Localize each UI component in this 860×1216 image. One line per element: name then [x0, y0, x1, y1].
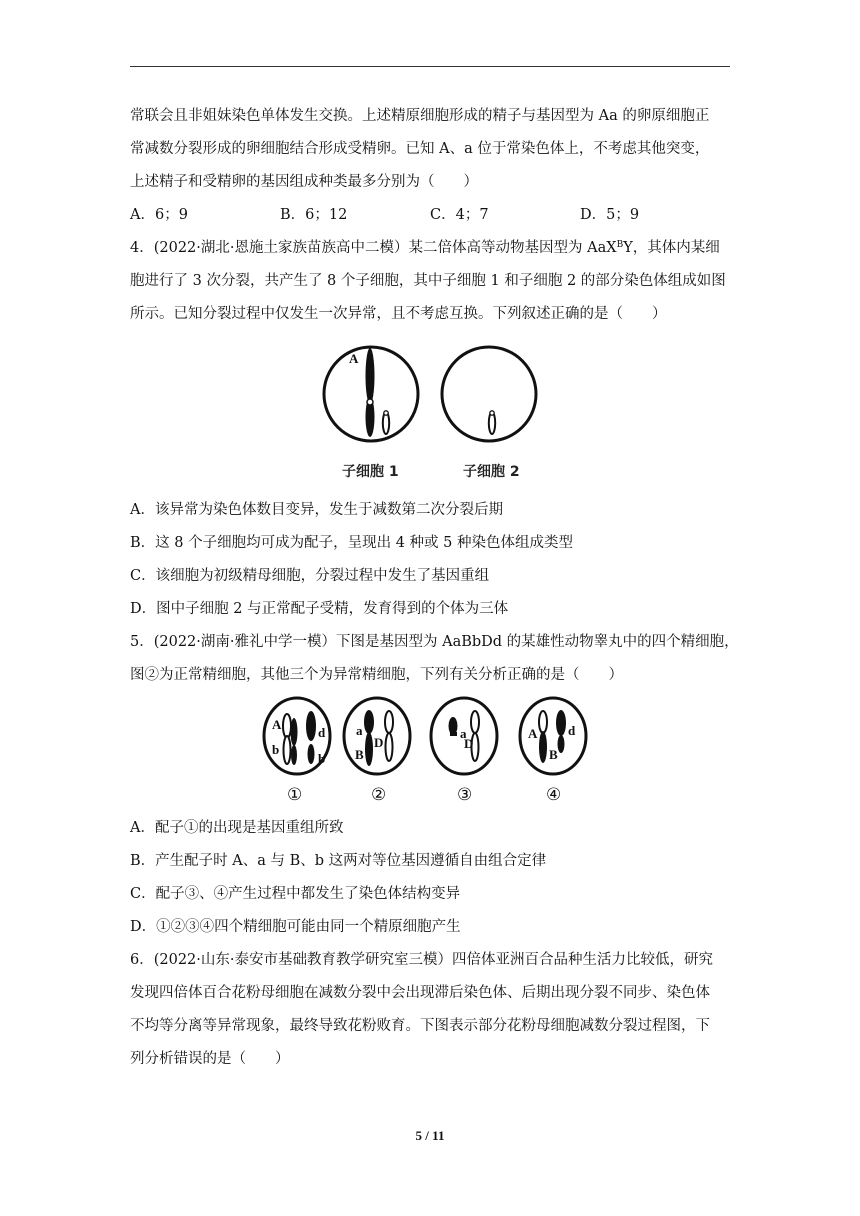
q5-stem-line2: 图②为正常精细胞，其他三个为异常精细胞，下列有关分析正确的是（ ） — [130, 667, 623, 683]
q4-option-d: D．图中子细胞 2 与正常配子受精，发育得到的个体为三体 — [130, 601, 509, 617]
gene-label: B — [549, 747, 558, 762]
q6-stem-line: 发现四倍体百合花粉母细胞在减数分裂中会出现滞后染色体、后期出现分裂不同步、染色体 — [130, 985, 710, 1001]
gene-label: b — [272, 742, 280, 757]
gene-label: b — [318, 751, 326, 766]
q3-option-d: D．5；9 — [580, 207, 640, 223]
gene-label: A — [528, 726, 538, 741]
cell-number-4: ④ — [546, 785, 562, 805]
q4-superscript: B — [616, 240, 624, 250]
centromere — [367, 399, 373, 405]
cell-number-3: ③ — [457, 785, 473, 805]
q5-option-b: B．产生配子时 A、a 与 B、b 这两对等位基因遵循自由组合定律 — [130, 853, 547, 869]
cell-number-1: ① — [287, 785, 303, 805]
q6-stem-line: 6．(2022·山东·泰安市基础教育教学研究室三模）四倍体亚洲百合品种生活力比较低，研究 — [130, 952, 713, 968]
q6-stem-line: 列分析错误的是（ ） — [130, 1051, 290, 1067]
q4-cells-drawing — [130, 331, 732, 494]
q3-text-line: 上述精子和受精卵的基因组成种类最多分别为（ ） — [130, 174, 478, 190]
q4-option-b: B．这 8 个子细胞均可成为配子，呈现出 4 种或 5 种染色体组成类型 — [130, 535, 573, 551]
q4-option-a: A．该异常为染色体数目变异，发生于减数第二次分裂后期 — [130, 502, 503, 518]
q4-option-c: C．该细胞为初级精母细胞，分裂过程中发生了基因重组 — [130, 568, 490, 584]
q3-option-a: A．6；9 — [130, 207, 188, 223]
gene-label: a — [460, 726, 467, 741]
caption-cell-1: 子细胞 1 — [342, 464, 399, 480]
cell-number-2: ② — [371, 785, 387, 805]
q4-stem-line2: 胞进行了 3 次分裂，共产生了 8 个子细胞，其中子细胞 1 和子细胞 2 的部分染色体组成如图 — [130, 273, 726, 289]
q4-figure — [130, 331, 732, 494]
gene-label: a — [356, 723, 363, 738]
gene-label: B — [355, 747, 364, 762]
q3-text-line: 常减数分裂形成的卵细胞结合形成受精卵。已知 A、a 位于常染色体上，不考虑其他突变， — [130, 141, 710, 157]
q5-option-d: D．①②③④四个精细胞可能由同一个精原细胞产生 — [130, 919, 461, 935]
q3-options — [130, 199, 732, 232]
q4-stem-text: Y，其体内某细 — [623, 240, 720, 256]
q5-option-c: C．配子③、④产生过程中都发生了染色体结构变异 — [130, 886, 461, 902]
gene-label: d — [318, 725, 326, 740]
q5-option-a: A．配子①的出现是基因重组所致 — [130, 820, 344, 836]
q5-figure — [130, 692, 732, 812]
gene-label: D — [464, 736, 474, 751]
q5-stem-line1: 5．(2022·湖南·雅礼中学一模）下图是基因型为 AaBbDd 的某雄性动物睾丸中的四个精细胞， — [130, 634, 739, 650]
chromosome-large-upper — [366, 348, 375, 404]
gene-label: d — [568, 723, 576, 738]
q4-stem-text: 4．(2022·湖北·恩施土家族苗族高中二模）某二倍体高等动物基因型为 AaX — [130, 240, 617, 256]
page-number: 5 / 11 — [415, 1128, 445, 1143]
q6-stem-line: 不均等分离等异常现象，最终导致花粉败育。下图表示部分花粉母细胞减数分裂过程图，下 — [130, 1018, 710, 1034]
gene-label: D — [374, 735, 384, 750]
q3-option-b: B．6；12 — [280, 207, 348, 223]
header-rule — [130, 66, 730, 67]
q5-sperm-cells-drawing — [130, 692, 732, 812]
caption-cell-2: 子细胞 2 — [463, 464, 520, 480]
page-content — [130, 100, 739, 1076]
gene-label-A: A — [349, 351, 359, 366]
q4-stem-line1 — [130, 232, 732, 265]
q3-option-c: C．4；7 — [430, 207, 489, 223]
gene-label: A — [272, 717, 282, 732]
q3-text-line: 常联会且非姐妹染色单体发生交换。上述精原细胞形成的精子与基因型为 Aa 的卵原细胞正 — [130, 108, 710, 124]
q4-stem-line3: 所示。已知分裂过程中仅发生一次异常，且不考虑互换。下列叙述正确的是（ ） — [130, 306, 667, 322]
